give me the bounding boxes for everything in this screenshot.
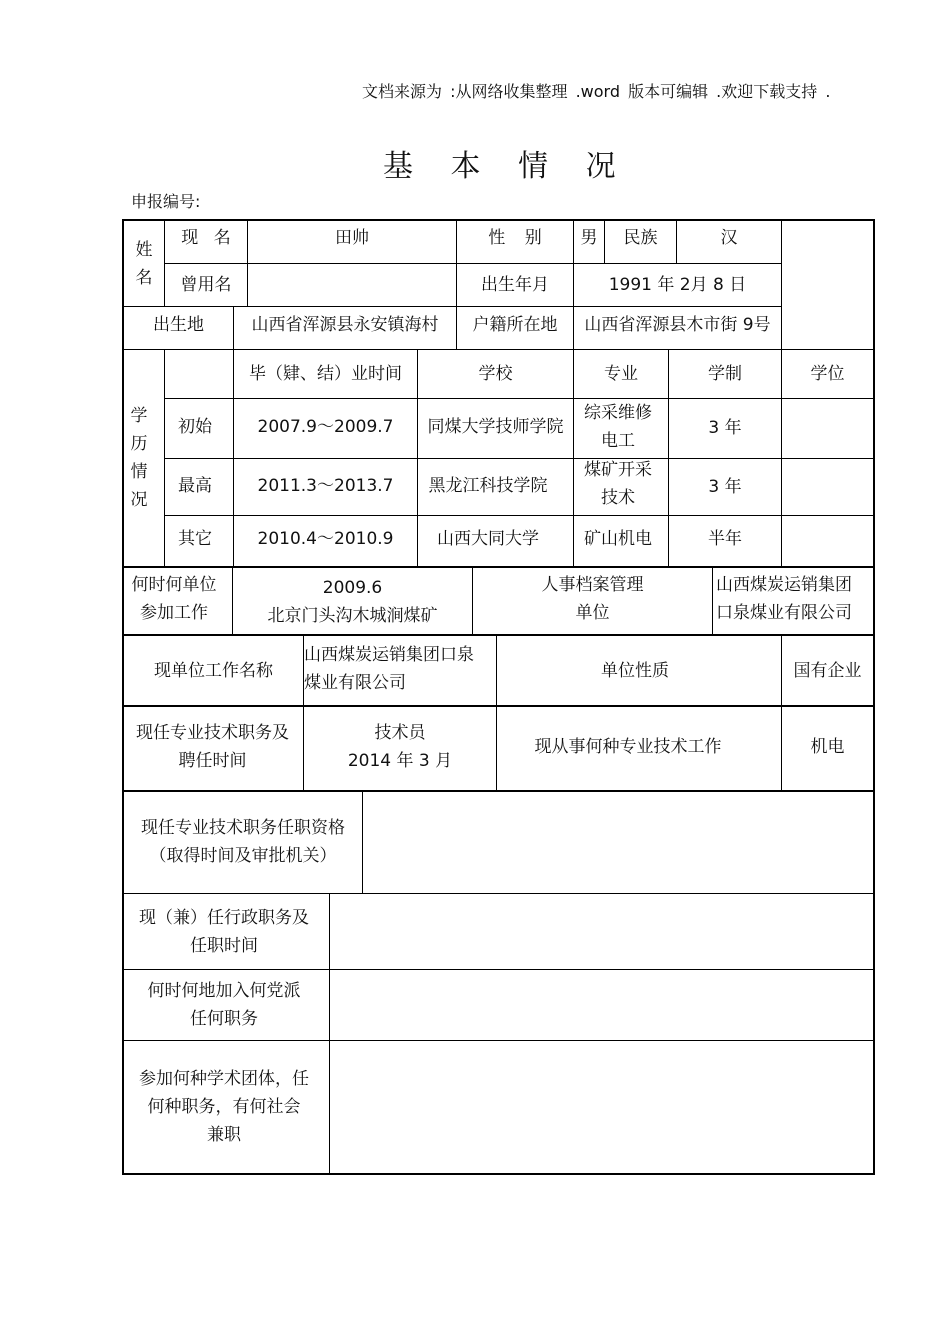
- edu-row-time: 2011.3～2013.7: [257, 476, 394, 496]
- gender-label: 性 别: [488, 228, 542, 248]
- archive-label: 人事档案管理 单位: [541, 575, 644, 623]
- edu-row-school: 山西大同大学: [437, 529, 539, 549]
- unit-nature-label: 单位性质: [601, 660, 669, 681]
- page-title: 基 本 情 况: [383, 149, 630, 184]
- household-label: 户籍所在地: [472, 315, 558, 335]
- current-name-value: 田帅: [335, 228, 369, 248]
- edu-header-time: 毕（肄、结）业时间: [249, 364, 402, 384]
- qualification-label: 现任专业技术职务任职资格 （取得时间及审批机关）: [141, 818, 345, 866]
- edu-row-school: 同煤大学技师学院: [427, 417, 564, 437]
- former-name-value: [248, 264, 456, 306]
- edu-header-major: 专业: [604, 364, 638, 384]
- birth-date-value: 1991 年 2月 8 日: [608, 275, 747, 295]
- work-start-value: 2009.6 北京门头沟木城涧煤矿: [267, 578, 438, 626]
- edu-row-system: 3 年: [708, 418, 742, 438]
- party-value: [330, 970, 873, 1040]
- edu-header-school: 学校: [478, 364, 513, 384]
- edu-row-school: 黑龙江科技学院: [428, 476, 548, 496]
- edu-row-degree: [782, 516, 873, 562]
- academic-value: [330, 1041, 873, 1173]
- ethnicity-label: 民族: [623, 228, 658, 248]
- birthplace-label: 出生地: [153, 315, 204, 335]
- unit-nature-value: 国有企业: [793, 660, 862, 681]
- edu-row-system: 半年: [708, 529, 742, 549]
- former-name-label: 曾用名: [180, 275, 232, 295]
- admin-position-label: 现（兼）任行政职务及 任职时间: [139, 907, 309, 956]
- edu-row-level: 初始: [178, 417, 212, 437]
- edu-row-degree: [782, 399, 873, 457]
- serial-number-label: 申报编号:: [131, 192, 201, 211]
- archive-value: 山西煤炭运销集团 口泉煤业有限公司: [716, 575, 852, 623]
- admin-position-value: [330, 894, 873, 969]
- work-start-label: 何时何单位 参加工作: [131, 575, 217, 623]
- tech-position-label: 现任专业技术职务及 聘任时间: [136, 723, 289, 771]
- current-unit-value: 山西煤炭运销集团口泉 煤业有限公司: [304, 645, 474, 693]
- academic-label: 参加何种学术团体，任 何种职务，有何社会 兼职: [139, 1069, 309, 1145]
- edu-row-system: 3 年: [708, 477, 742, 497]
- current-unit-label: 现单位工作名称: [154, 660, 273, 681]
- edu-row-level: 最高: [178, 476, 212, 496]
- edu-header-system: 学制: [708, 364, 742, 384]
- current-name-label: 现 名: [181, 228, 231, 248]
- name-group-label: 姓 名: [135, 239, 153, 288]
- qualification-value: [363, 792, 873, 892]
- birthplace-value: 山西省浑源县永安镇海村: [251, 315, 439, 335]
- edu-header-degree: 学位: [810, 364, 845, 384]
- tech-work-value: 机电: [810, 737, 845, 757]
- edu-row-time: 2010.4～2010.9: [257, 529, 394, 549]
- edu-row-time: 2007.9～2009.7: [257, 417, 394, 437]
- party-label: 何时何地加入何党派 任何职务: [147, 981, 301, 1029]
- edu-row-major: 矿山机电: [584, 529, 652, 549]
- edu-row-level: 其它: [178, 529, 212, 549]
- edu-group-label: 学 历 情 况: [130, 406, 148, 510]
- household-value: 山西省浑源县木市街 9号: [584, 315, 771, 335]
- edu-row-major: 综采维修 电工: [584, 403, 652, 451]
- ethnicity-value: 汉: [720, 228, 738, 248]
- header-note: 文档来源为 :从网络收集整理 .word 版本可编辑 .欢迎下载支持 .: [362, 82, 831, 101]
- edu-row-degree: [782, 459, 873, 515]
- gender-value: 男: [580, 228, 598, 248]
- tech-position-value: 技术员 2014 年 3 月: [347, 723, 453, 771]
- birth-date-label: 出生年月: [481, 275, 549, 295]
- tech-work-label: 现从事何种专业技术工作: [534, 737, 722, 757]
- edu-row-major: 煤矿开采 技术: [584, 460, 652, 508]
